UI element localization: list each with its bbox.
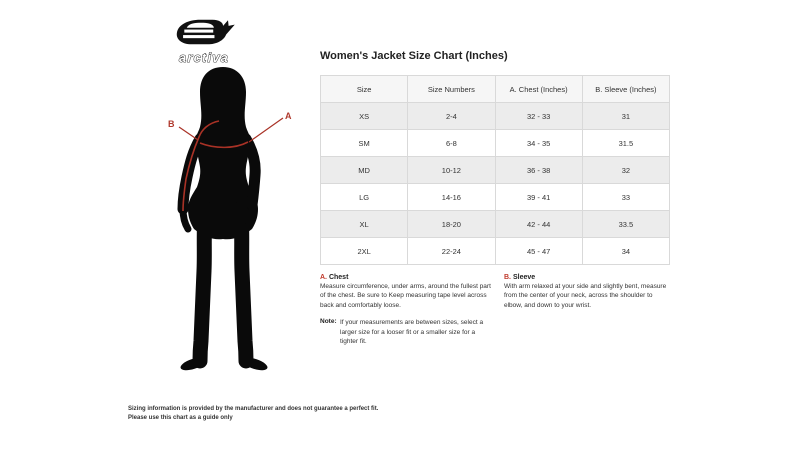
table-cell: 33.5 (582, 211, 669, 238)
table-cell: 14-16 (408, 184, 495, 211)
chest-note-letter: A. (320, 274, 327, 281)
sleeve-note-heading (504, 274, 670, 281)
table-row-sm (321, 130, 670, 157)
disclaimer-line-1: Sizing information is provided by the manufacturer and does not guarantee a perfect fit. (128, 406, 379, 412)
table-cell: XS (321, 103, 408, 130)
table-header-row (321, 76, 670, 103)
silhouette-right-leg (240, 209, 246, 361)
sleeve-note-title: Sleeve (512, 274, 536, 281)
table-cell: 18-20 (408, 211, 495, 238)
silhouette-right-hand (249, 205, 252, 224)
chest-note-body: Measure circumference, under arms, around the fullest part of the chest. Be sure to Keep measuring tape level across back and comfortably loose. (320, 283, 491, 309)
column-header-size-numbers: Size Numbers (408, 76, 495, 103)
table-cell: SM (321, 130, 408, 157)
column-header-chest: A. Chest (Inches) (495, 76, 582, 103)
table-cell: MD (321, 157, 408, 184)
table-cell: LG (321, 184, 408, 211)
sleeve-note-column (504, 274, 670, 347)
arctiva-arrow-logo-icon (173, 16, 235, 48)
disclaimer-line-2: Please use this chart as a guide only (128, 414, 233, 421)
table-cell: 2XL (321, 238, 408, 265)
body-silhouette (155, 60, 340, 382)
table-cell: 32 (582, 157, 669, 184)
table-cell: 31 (582, 103, 669, 130)
table-cell: 31.5 (582, 130, 669, 157)
table-row-2xl (321, 238, 670, 265)
table-cell: 2-4 (408, 103, 495, 130)
table-row-xs (321, 103, 670, 130)
measurement-label-a: A (285, 111, 292, 121)
table-cell: 42 - 44 (495, 211, 582, 238)
column-header-sleeve: B. Sleeve (Inches) (582, 76, 669, 103)
silhouette-left-leg (200, 209, 206, 361)
table-cell: 39 - 41 (495, 184, 582, 211)
sizing-note (320, 318, 492, 346)
measurement-figure (155, 60, 340, 382)
table-cell: 34 (582, 238, 669, 265)
column-header-size: Size (321, 76, 408, 103)
size-chart-table (320, 75, 670, 265)
table-cell: XL (321, 211, 408, 238)
chest-note-heading (320, 274, 492, 281)
table-cell: 22-24 (408, 238, 495, 265)
table-cell: 45 - 47 (495, 238, 582, 265)
leader-line-b (179, 127, 198, 140)
sleeve-note-body: With arm relaxed at your side and slightly bent, measure from the center of your neck, across the shoulder to elbow, and down to your wrist. (504, 283, 667, 309)
size-chart-content (320, 50, 670, 347)
table-cell: 32 - 33 (495, 103, 582, 130)
leader-line-a (249, 118, 283, 142)
logo-text: arctiva (178, 49, 230, 65)
table-cell: 6-8 (408, 130, 495, 157)
table-cell: 34 - 35 (495, 130, 582, 157)
table-cell: 36 - 38 (495, 157, 582, 184)
note-label: Note: (320, 318, 337, 326)
chest-note-title: Chest (328, 274, 349, 281)
chest-note-column (320, 274, 492, 347)
measurement-notes (320, 274, 670, 347)
table-row-md (321, 157, 670, 184)
footer-disclaimer (128, 405, 378, 422)
table-row-lg (321, 184, 670, 211)
sleeve-note-letter: B. (504, 274, 511, 281)
page-title: Women's Jacket Size Chart (Inches) (320, 50, 508, 62)
brand-logo (142, 16, 266, 66)
table-cell: 33 (582, 184, 669, 211)
note-body: If your measurements are between sizes, select a larger size for a looser fit or a smaller size for a tighter fit. (340, 319, 484, 346)
table-row-xl (321, 211, 670, 238)
measurement-label-b: B (168, 119, 175, 129)
table-cell: 10-12 (408, 157, 495, 184)
